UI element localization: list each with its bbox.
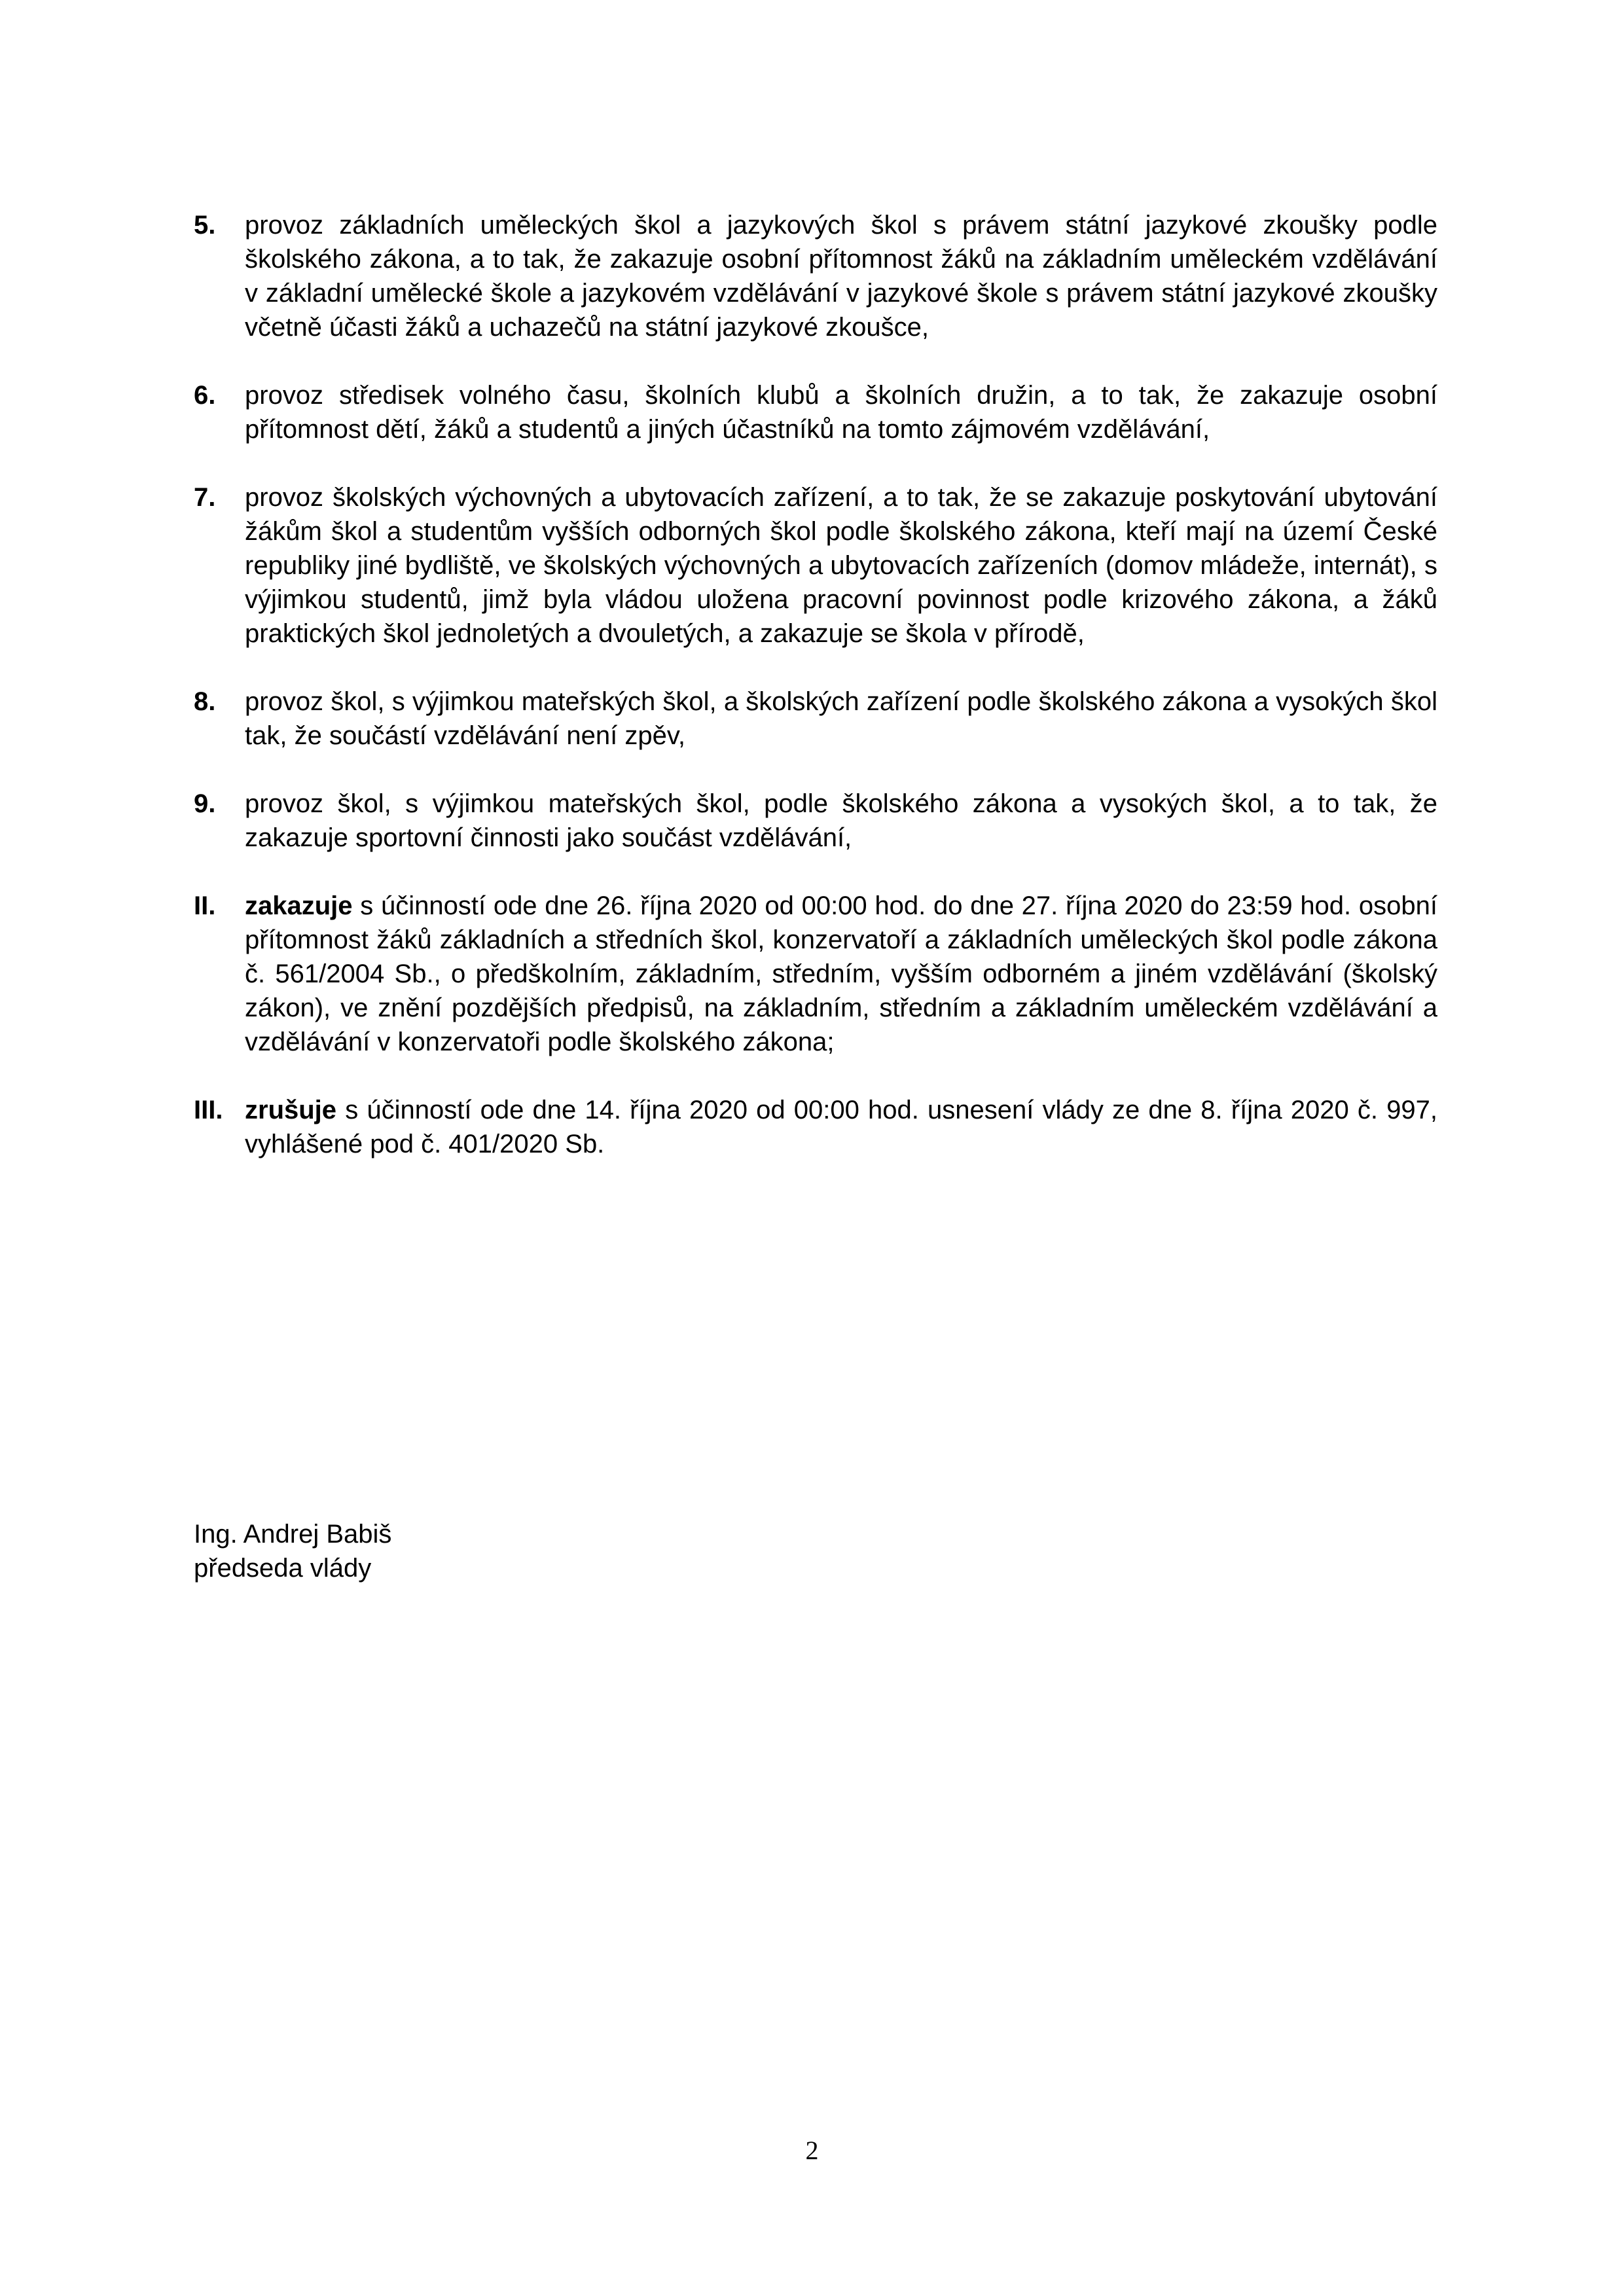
- section-keyword: zakazuje: [245, 891, 353, 920]
- item-number: 9.: [194, 789, 216, 818]
- item-number: 7.: [194, 483, 216, 512]
- item-number: 5.: [194, 211, 216, 240]
- section-text: [245, 889, 1437, 1059]
- section-III: [194, 1093, 1437, 1161]
- item-text: provoz školských výchovných a ubytovacích zařízení, a to tak, že se zakazuje poskytování ubytování žákům škol a studentům vyšších odborných škol podle školského zákona, kteří mají na území České republiky jiné bydliště, ve školských výchovných a ubytovacích zařízeních (domov mládeže, internát), s výjimkou studentů, jimž byla vládou uložena pracovní povinnost podle krizového zákona, a žáků praktických škol jednoletých a dvouletých, a zakazuje se škola v přírodě,: [245, 483, 1437, 648]
- list-item-8: [194, 685, 1437, 753]
- item-text: provoz středisek volného času, školních klubů a školních družin, a to tak, že zakazuje osobní přítomnost dětí, žáků a studentů a jiných účastníků na tomto zájmovém vzdělávání,: [245, 381, 1437, 444]
- signature-block: [194, 1517, 391, 1585]
- list-item-6: [194, 378, 1437, 446]
- list-item-9: [194, 787, 1437, 855]
- signatory-title: předseda vlády: [194, 1554, 372, 1583]
- item-text: provoz škol, s výjimkou mateřských škol, a školských zařízení podle školského zákona a vysokých škol tak, že součástí vzdělávání není zpěv,: [245, 687, 1437, 750]
- section-text: [245, 1093, 1437, 1161]
- signatory-name: Ing. Andrej Babiš: [194, 1520, 392, 1549]
- item-number: 8.: [194, 687, 216, 716]
- section-number: II.: [194, 891, 216, 920]
- section-II: [194, 889, 1437, 1059]
- item-number: 6.: [194, 381, 216, 410]
- resolution-items: [194, 208, 1437, 1161]
- section-keyword: zrušuje: [245, 1096, 337, 1124]
- list-item-7: [194, 480, 1437, 651]
- item-text: provoz škol, s výjimkou mateřských škol, podle školského zákona a vysokých škol, a to tak, že zakazuje sportovní činnosti jako součást vzdělávání,: [245, 789, 1437, 852]
- section-number: III.: [194, 1096, 223, 1124]
- section-body: s účinností ode dne 26. října 2020 od 00:00 hod. do dne 27. října 2020 do 23:59 hod. osobní přítomnost žáků základních a středních škol, konzervatoří a základních uměleckých škol podle zákona č. 561/2004 Sb., o předškolním, základním, středním, vyšším odborném a jiném vzdělávání (školský zákon), ve znění pozdějších předpisů, na základním, středním a základním uměleckém vzdělávání a vzdělávání v konzervatoři podle školského zákona;: [245, 891, 1437, 1056]
- page-number: 2: [805, 2136, 819, 2165]
- list-item-5: [194, 208, 1437, 344]
- item-text: provoz základních uměleckých škol a jazykových škol s právem státní jazykové zkoušky podle školského zákona, a to tak, že zakazuje osobní přítomnost žáků na základním uměleckém vzdělávání v základní umělecké škole a jazykovém vzdělávání v jazykové škole s právem státní jazykové zkoušky včetně účasti žáků a uchazečů na státní jazykové zkoušce,: [245, 211, 1437, 342]
- section-body: s účinností ode dne 14. října 2020 od 00:00 hod. usnesení vlády ze dne 8. října 2020 č. 997, vyhlášené pod č. 401/2020 Sb.: [245, 1096, 1437, 1158]
